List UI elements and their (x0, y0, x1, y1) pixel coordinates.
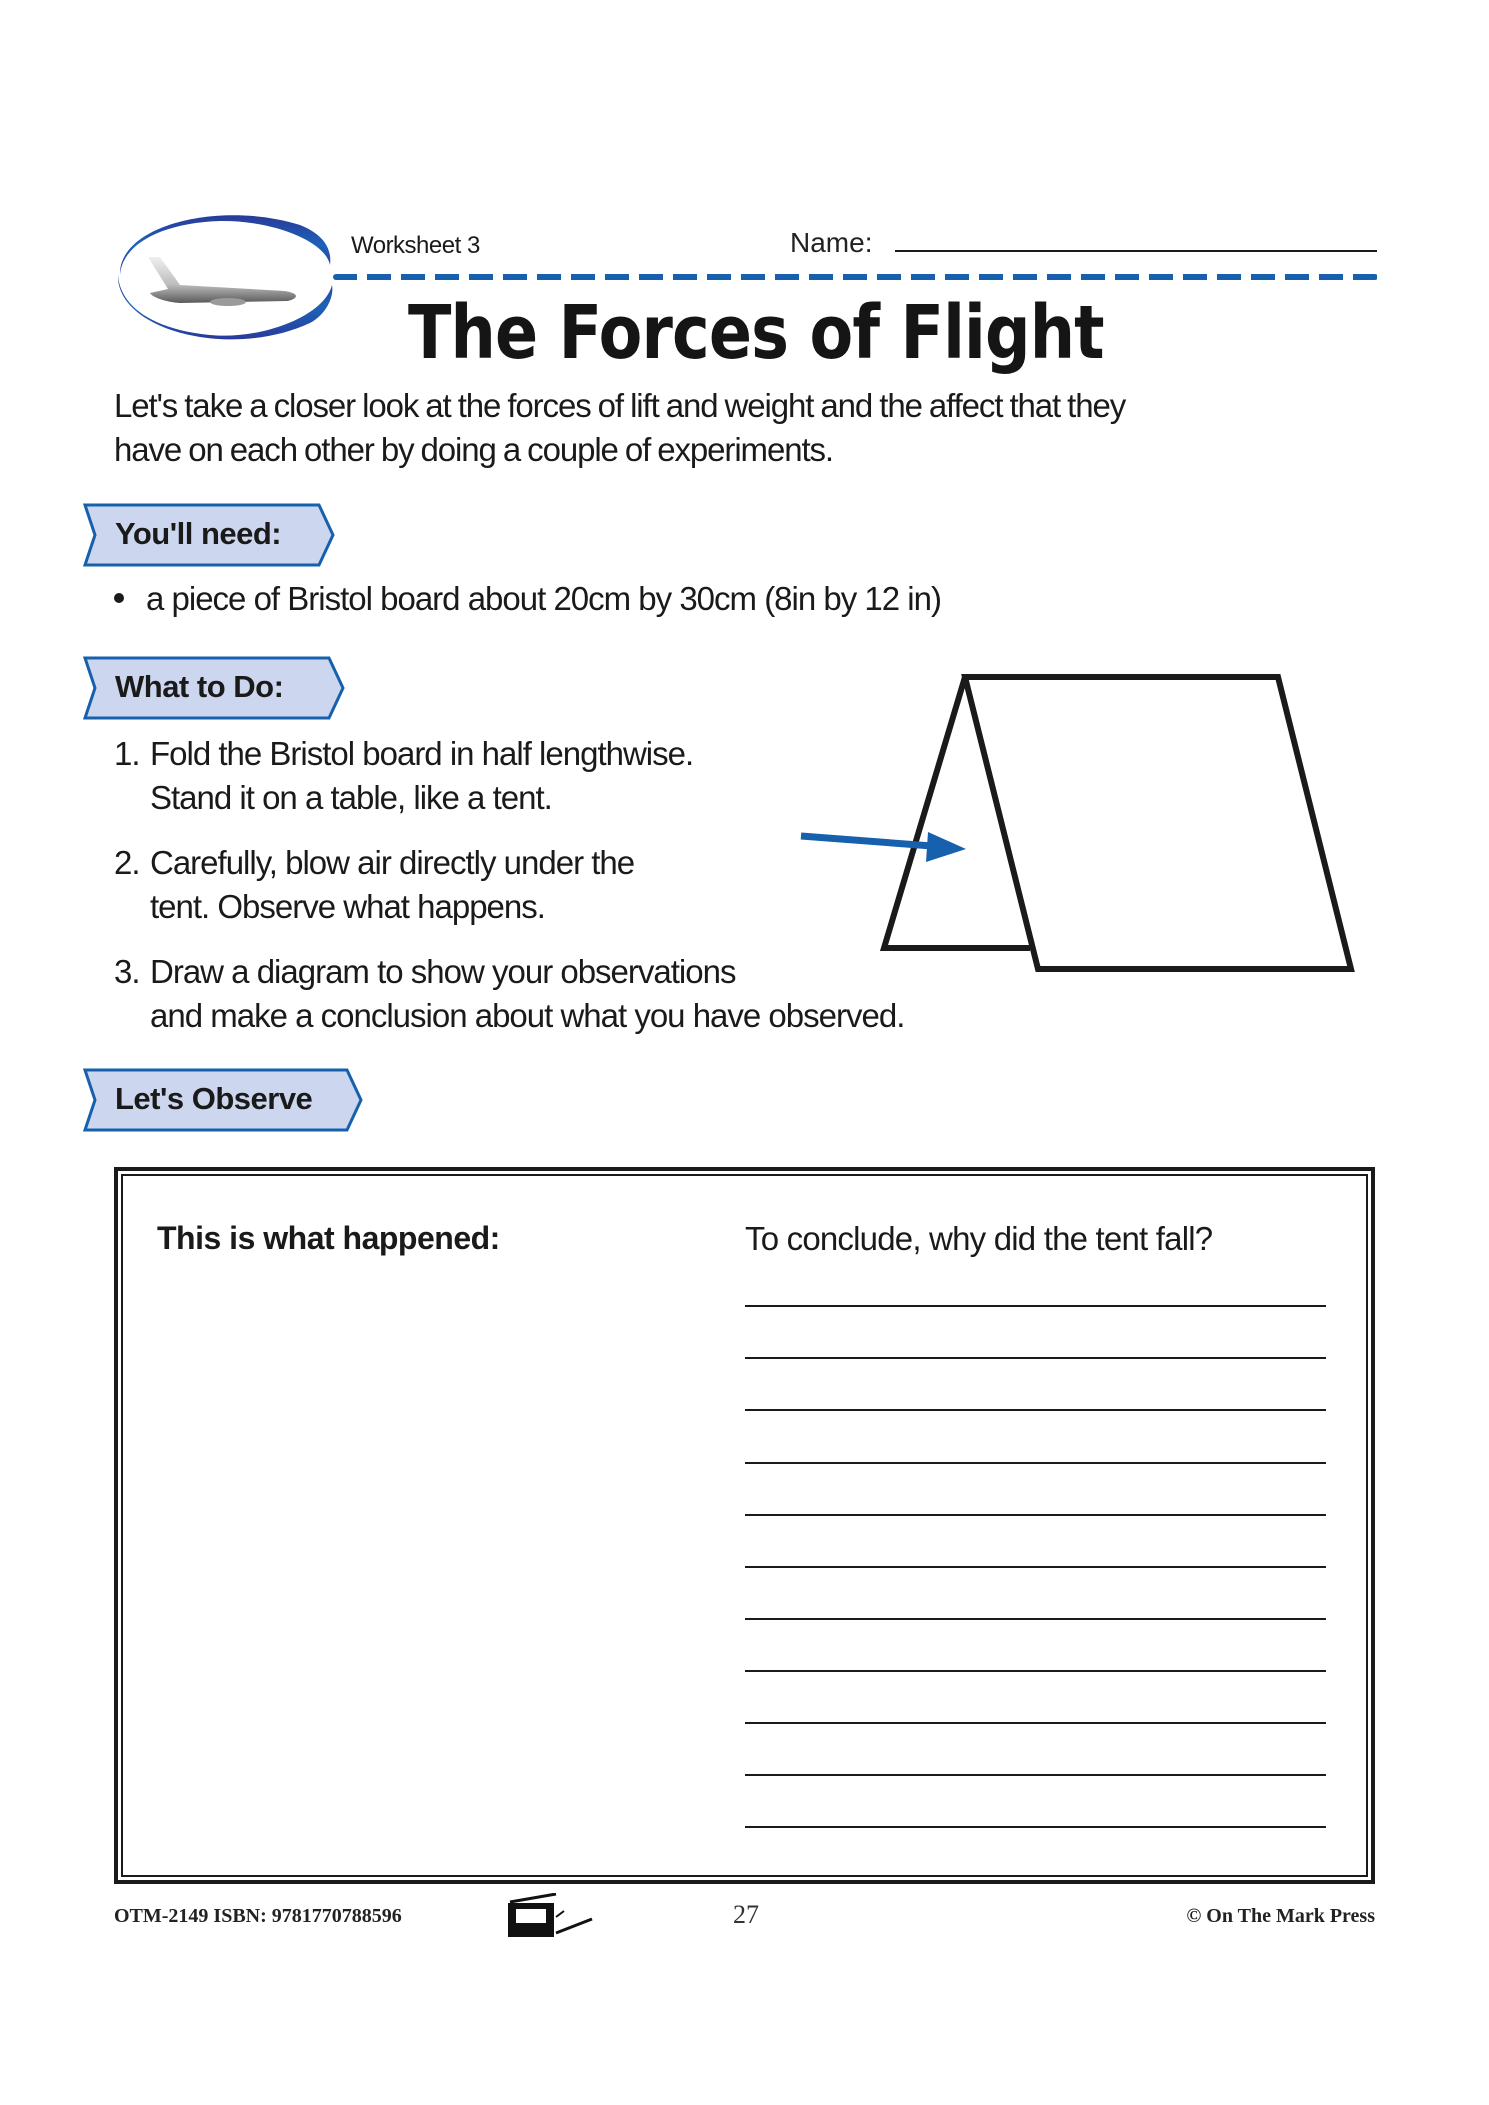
answer-line[interactable] (745, 1357, 1326, 1359)
answer-line[interactable] (745, 1670, 1326, 1672)
footer-code-isbn: OTM-2149 ISBN: 9781770788596 (114, 1905, 402, 1927)
answer-line[interactable] (745, 1409, 1326, 1411)
page-number: 27 (733, 1900, 759, 1929)
intro-line-2: have on each other by doing a couple of experiments. (114, 431, 833, 468)
publisher-credit: © On The Mark Press (1186, 1905, 1375, 1927)
tent-front-panel (884, 677, 1030, 948)
step-text: Stand it on a table, like a tent. (150, 779, 552, 816)
step-text: Draw a diagram to show your observations (150, 953, 736, 990)
answer-line[interactable] (745, 1462, 1326, 1464)
section-tag-lets-observe (83, 1068, 363, 1130)
photocopier-icon (508, 1893, 593, 1942)
section-label: Let's Observe (115, 1081, 313, 1116)
intro-line-1: Let's take a closer look at the forces of lift and weight and the affect that they (114, 387, 1126, 424)
bullet-icon (114, 593, 124, 603)
section-tag-what-to-do (83, 656, 345, 718)
drawing-area[interactable] (140, 1280, 700, 1860)
step-text: tent. Observe what happens. (150, 888, 545, 925)
name-field[interactable] (895, 250, 1377, 252)
answer-line[interactable] (745, 1774, 1326, 1776)
section-label: You'll need: (115, 516, 282, 551)
section-label: What to Do: (115, 669, 284, 704)
what-happened-heading: This is what happened: (157, 1220, 500, 1256)
answer-line[interactable] (745, 1305, 1326, 1307)
tent-diagram (780, 650, 1380, 995)
airplane-logo-icon (110, 205, 335, 350)
answer-line[interactable] (745, 1826, 1326, 1828)
tent-back-panel (965, 677, 1351, 969)
answer-line[interactable] (745, 1722, 1326, 1724)
list-item (114, 580, 941, 618)
answer-line[interactable] (745, 1618, 1326, 1620)
intro-paragraph (114, 384, 1404, 472)
answer-line[interactable] (745, 1566, 1326, 1568)
page-title: The Forces of Flight (408, 290, 1104, 376)
step-number: 3. (114, 953, 140, 990)
airflow-arrow-icon (801, 832, 966, 862)
step-text: and make a conclusion about what you have observed. (150, 997, 905, 1034)
name-label: Name: (790, 227, 873, 258)
answer-line[interactable] (745, 1514, 1326, 1516)
step-text: Fold the Bristol board in half lengthwise. (150, 735, 694, 772)
conclusion-question: To conclude, why did the tent fall? (745, 1220, 1213, 1257)
step-number: 2. (114, 844, 140, 881)
section-tag-youll-need (83, 503, 335, 565)
list-item-text: a piece of Bristol board about 20cm by 30cm (8in by 12 in) (146, 580, 941, 617)
worksheet-label: Worksheet 3 (351, 232, 480, 259)
step-number: 1. (114, 735, 140, 772)
step-text: Carefully, blow air directly under the (150, 844, 635, 881)
dashed-divider (333, 274, 1378, 280)
